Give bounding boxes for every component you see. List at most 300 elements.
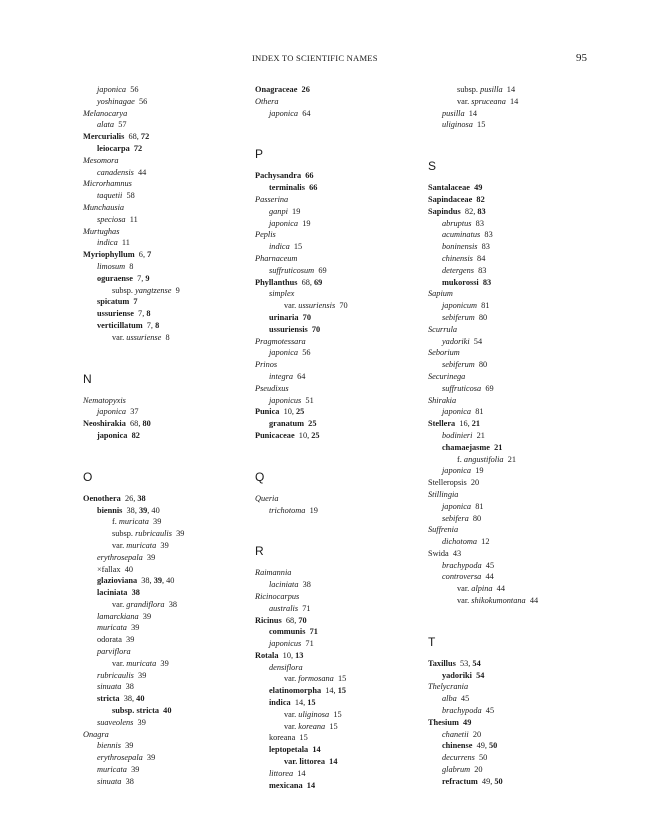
- entry-term: leptopetala: [269, 745, 309, 755]
- entry-page-ref: 15: [333, 674, 347, 684]
- entry-page-ref: 38: [137, 493, 146, 503]
- entry-page-ref: 50: [489, 741, 498, 751]
- index-subentry: [255, 697, 420, 709]
- index-entry: [428, 347, 628, 359]
- entry-term: glazioviana: [97, 576, 138, 586]
- entry-term: subsp. stricta: [112, 706, 160, 716]
- entry-page-ref: 11: [125, 214, 138, 224]
- entry-term: integra: [269, 371, 293, 381]
- index-subentry: [83, 646, 248, 658]
- entry-page-ref: 14: [505, 96, 519, 106]
- entry-page-ref: 39: [142, 552, 156, 562]
- entry-page-ref: 25: [304, 419, 317, 429]
- entry-term: suffruticosum: [269, 265, 315, 275]
- index-subentry: [83, 693, 248, 705]
- index-subentry: [255, 206, 420, 218]
- entry-page-ref: 80: [474, 360, 488, 370]
- index-subentry: [428, 119, 628, 131]
- entry-term: Melanocarya: [83, 108, 128, 118]
- entry-page-ref: 9: [171, 285, 180, 295]
- index-subentry: [428, 312, 628, 324]
- entry-term: glabrum: [442, 765, 471, 775]
- entry-page-ref: 6,: [134, 250, 148, 260]
- entry-page-ref: 72: [140, 132, 150, 142]
- index-subentry: [83, 296, 248, 308]
- entry-term: f.: [112, 517, 119, 527]
- entry-page-ref: 56: [298, 348, 311, 358]
- entry-term: decurrens: [442, 753, 475, 763]
- entry-term: muricata: [97, 765, 127, 775]
- entry-page-ref: 81: [471, 407, 484, 417]
- entry-page-ref: 39: [121, 635, 135, 645]
- page-number: 95: [576, 52, 587, 64]
- section-gap: [255, 119, 420, 146]
- entry-term: Shirakia: [428, 395, 457, 405]
- section-letter-heading: S: [428, 159, 437, 174]
- index-subentry: [83, 308, 248, 320]
- entry-term: sinuata: [97, 682, 122, 692]
- entry-page-ref: 44: [481, 572, 494, 582]
- entry-term: biennis: [97, 505, 123, 515]
- entry-page-ref: 14: [293, 768, 306, 778]
- entry-page-ref: 8: [146, 309, 151, 319]
- entry-page-ref: 70: [335, 301, 348, 311]
- entry-page-ref: 19: [471, 466, 484, 476]
- index-subentry: [428, 583, 628, 595]
- entry-page-ref: 84: [472, 253, 486, 263]
- entry-term: ganpi: [269, 206, 288, 216]
- entry-page-ref: 39: [133, 670, 147, 680]
- entry-term: biennis: [97, 741, 121, 751]
- index-subentry: [83, 237, 248, 249]
- entry-page-ref: 69: [314, 265, 327, 275]
- index-subentry: [255, 312, 420, 324]
- entry-term: koreana: [269, 733, 296, 743]
- index-entry: [428, 371, 628, 383]
- index-subentry: [83, 587, 248, 599]
- entry-page-ref: 50: [474, 753, 488, 763]
- index-subentry: [428, 359, 628, 371]
- index-subentry: [83, 634, 248, 646]
- entry-term: brachypoda: [442, 560, 482, 570]
- entry-page-ref: 45: [481, 706, 495, 716]
- index-subentry: [83, 528, 248, 540]
- entry-term: parviflora: [97, 647, 131, 657]
- entry-term: limosum: [97, 261, 126, 271]
- index-entry: [83, 108, 248, 120]
- entry-term: rubricaulis: [97, 670, 134, 680]
- entry-page-ref: 50: [494, 776, 503, 786]
- index-subentry: [83, 705, 248, 717]
- entry-page-ref: , 40: [162, 576, 175, 586]
- entry-term: lamarckiana: [97, 611, 139, 621]
- entry-term: chinensis: [442, 253, 473, 263]
- entry-page-ref: 83: [480, 230, 493, 240]
- index-subentry: [255, 626, 420, 638]
- entry-term: japonica: [269, 348, 299, 358]
- entry-page-ref: 8: [125, 261, 134, 271]
- index-entry: [83, 418, 248, 430]
- entry-page-ref: 49: [458, 717, 472, 727]
- index-subentry: [255, 732, 420, 744]
- index-subentry: [83, 564, 248, 576]
- index-subentry: [428, 300, 628, 312]
- index-entry: [255, 567, 420, 579]
- entry-page-ref: 8: [155, 320, 160, 330]
- entry-term: ussuriensis: [269, 324, 308, 334]
- index-subentry: [428, 430, 628, 442]
- entry-page-ref: 38: [298, 580, 311, 590]
- entry-term: Passerina: [255, 194, 289, 204]
- index-subentry: [428, 336, 628, 348]
- entry-page-ref: 7,: [133, 309, 147, 319]
- entry-term: littorea: [269, 768, 294, 778]
- entry-page-ref: 21: [471, 419, 481, 429]
- entry-page-ref: 51: [301, 395, 314, 405]
- entry-term: japonica: [442, 466, 472, 476]
- index-subentry: [83, 96, 248, 108]
- entry-term: indica: [269, 698, 291, 708]
- index-subentry: [428, 465, 628, 477]
- entry-page-ref: 14: [325, 757, 338, 767]
- index-subentry: [83, 776, 248, 788]
- index-entry: [428, 194, 628, 206]
- entry-term: Mercurialis: [83, 132, 125, 142]
- entry-page-ref: 38: [121, 776, 134, 786]
- index-subentry: [428, 501, 628, 513]
- entry-page-ref: 15: [325, 721, 338, 731]
- entry-page-ref: 39: [120, 741, 134, 751]
- entry-term: bodinieri: [442, 430, 473, 440]
- entry-term: spicatum: [97, 297, 130, 307]
- entry-page-ref: muricata: [118, 517, 149, 527]
- entry-page-ref: 66: [301, 171, 314, 181]
- entry-term: erythrosepala: [97, 552, 143, 562]
- entry-page-ref: 82: [472, 194, 485, 204]
- index-entry: [255, 84, 420, 96]
- index-subentry: [428, 740, 628, 752]
- entry-page-ref: 15: [295, 733, 308, 743]
- entry-term: japonica: [442, 407, 472, 417]
- index-subentry: [255, 505, 420, 517]
- entry-term: alata: [97, 120, 115, 130]
- entry-page-ref: 38,: [137, 576, 154, 586]
- index-subentry: [255, 721, 420, 733]
- index-entry: [428, 658, 628, 670]
- index-subentry: [255, 662, 420, 674]
- entry-page-ref: 38,: [122, 505, 139, 515]
- index-subentry: [83, 552, 248, 564]
- entry-page-ref: , 40: [147, 505, 160, 515]
- index-subentry: [428, 442, 628, 454]
- index-subentry: [428, 776, 628, 788]
- entry-term: japonicus: [269, 395, 302, 405]
- entry-term: Queria: [255, 493, 279, 503]
- entry-page-ref: 39: [156, 658, 169, 668]
- entry-term: mukorossi: [442, 277, 479, 287]
- index-subentry: [83, 119, 248, 131]
- entry-term: japonicus: [269, 639, 302, 649]
- entry-page-ref: uliginosa: [298, 709, 330, 719]
- entry-page-ref: 15: [472, 120, 486, 130]
- entry-page-ref: 21: [472, 430, 485, 440]
- entry-term: var.: [284, 674, 299, 684]
- entry-page-ref: 14: [502, 85, 516, 94]
- entry-term: Punica: [255, 407, 280, 417]
- entry-term: Myriophyllum: [83, 250, 135, 260]
- index-subentry: [428, 96, 628, 108]
- entry-term: var.: [112, 540, 127, 550]
- entry-page-ref: 25: [296, 407, 305, 417]
- entry-term: yadoriki: [442, 670, 472, 680]
- entry-page-ref: 68,: [297, 277, 315, 287]
- index-subentry: [83, 505, 248, 517]
- entry-term: Onagraceae: [255, 85, 298, 94]
- entry-page-ref: 70: [298, 312, 311, 322]
- index-subentry: [255, 288, 420, 300]
- entry-term: stricta: [97, 694, 120, 704]
- index-subentry: [428, 670, 628, 682]
- entry-term: Suffrenia: [428, 525, 459, 535]
- index-subentry: [428, 705, 628, 717]
- entry-term: alba: [442, 694, 457, 704]
- entry-page-ref: 40: [120, 564, 134, 574]
- index-subentry: [255, 780, 420, 792]
- index-entry: [428, 489, 628, 501]
- entry-term: japonica: [97, 85, 127, 94]
- entry-page-ref: 54: [469, 336, 483, 346]
- index-subentry: [83, 670, 248, 682]
- entry-term: Raimannia: [255, 568, 292, 578]
- index-subentry: [83, 516, 248, 528]
- entry-page-ref: pusilla: [480, 85, 503, 94]
- index-subentry: [255, 418, 420, 430]
- entry-term: Sapindaceae: [428, 194, 473, 204]
- index-subentry: [255, 241, 420, 253]
- index-subentry: [428, 277, 628, 289]
- entry-term: Munchausia: [83, 202, 125, 212]
- index-subentry: [428, 406, 628, 418]
- entry-page-ref: 83: [473, 265, 487, 275]
- entry-page-ref: 81: [471, 501, 484, 511]
- entry-page-ref: koreana: [298, 721, 326, 731]
- entry-term: Stellera: [428, 419, 456, 429]
- index-subentry: [428, 253, 628, 265]
- entry-page-ref: 68,: [124, 132, 141, 142]
- entry-page-ref: 44: [525, 596, 539, 606]
- entry-page-ref: 64: [292, 371, 306, 381]
- entry-term: Sapium: [428, 289, 453, 299]
- entry-term: var.: [284, 301, 299, 311]
- entry-page-ref: 20: [470, 765, 483, 775]
- entry-page-ref: 40: [136, 694, 145, 704]
- index-entry: [83, 249, 248, 261]
- entry-page-ref: 71: [305, 627, 318, 637]
- index-subentry: [428, 513, 628, 525]
- entry-page-ref: 9: [145, 273, 150, 283]
- entry-term: japonica: [97, 407, 127, 417]
- index-subentry: [428, 729, 628, 741]
- entry-page-ref: 40: [159, 706, 172, 716]
- entry-term: var.: [284, 721, 299, 731]
- entry-page-ref: 13: [295, 650, 304, 660]
- index-subentry: [83, 717, 248, 729]
- entry-page-ref: 72: [129, 143, 143, 153]
- section-letter-heading: Q: [255, 469, 265, 484]
- entry-term: controversa: [442, 572, 482, 582]
- index-subentry: [255, 218, 420, 230]
- entry-term: ×fallax: [97, 564, 121, 574]
- entry-term: Onagra: [83, 729, 109, 739]
- entry-page-ref: angustifolia: [463, 454, 504, 464]
- entry-page-ref: 10,: [279, 407, 297, 417]
- entry-page-ref: 15: [337, 686, 346, 696]
- section-gap: [255, 442, 420, 469]
- entry-page-ref: 69: [314, 277, 323, 287]
- entry-page-ref: 39: [148, 517, 162, 527]
- index-subentry: [428, 764, 628, 776]
- index-subentry: [83, 167, 248, 179]
- section-gap: [428, 131, 628, 158]
- index-subentry: [83, 430, 248, 442]
- entry-page-ref: 10,: [278, 650, 296, 660]
- entry-page-ref: 26,: [120, 493, 138, 503]
- entry-term: trichotoma: [269, 505, 306, 515]
- entry-term: var.: [112, 599, 127, 609]
- index-entry: [83, 493, 248, 505]
- entry-term: japonicum: [442, 301, 478, 311]
- entry-term: australis: [269, 603, 299, 613]
- entry-page-ref: 39: [142, 753, 156, 763]
- section-letter-heading: N: [83, 371, 92, 386]
- index-subentry: [255, 347, 420, 359]
- index-entry: [83, 226, 248, 238]
- entry-term: Seborium: [428, 348, 460, 358]
- entry-term: acuminatus: [442, 230, 481, 240]
- entry-page-ref: ussuriense: [126, 332, 162, 342]
- index-subentry: [83, 143, 248, 155]
- index-subentry: [428, 536, 628, 548]
- entry-page-ref: 66: [304, 183, 318, 193]
- index-entry: [255, 383, 420, 395]
- entry-term: leiocarpa: [97, 143, 130, 153]
- index-subentry: [83, 190, 248, 202]
- entry-page-ref: 45: [456, 694, 470, 704]
- entry-page-ref: 39: [133, 717, 146, 727]
- entry-term: Swida: [428, 548, 449, 558]
- index-subentry: [83, 320, 248, 332]
- entry-page-ref: 80: [468, 513, 482, 523]
- entry-term: subsp.: [112, 285, 136, 295]
- index-subentry: [428, 383, 628, 395]
- index-subentry: [428, 108, 628, 120]
- entry-term: sebiferum: [442, 312, 475, 322]
- index-entry: [255, 96, 420, 108]
- entry-term: japonica: [269, 108, 299, 118]
- entry-page-ref: 83: [478, 277, 492, 287]
- entry-term: Sapindus: [428, 206, 461, 216]
- index-entry: [83, 155, 248, 167]
- entry-page-ref: 44: [492, 584, 505, 594]
- entry-term: Phyllanthus: [255, 277, 298, 287]
- index-subentry: [83, 285, 248, 297]
- entry-page-ref: 14: [308, 745, 321, 755]
- index-entry: [428, 288, 628, 300]
- entry-term: Stelleropsis: [428, 478, 467, 488]
- section-gap: [255, 516, 420, 543]
- entry-page-ref: alpina: [471, 584, 493, 594]
- entry-term: chanetii: [442, 729, 469, 739]
- entry-page-ref: muricata: [126, 658, 157, 668]
- entry-page-ref: 54: [471, 670, 485, 680]
- entry-term: refractum: [442, 776, 478, 786]
- index-entry: [83, 178, 248, 190]
- entry-page-ref: 68,: [281, 615, 299, 625]
- entry-term: Pachysandra: [255, 171, 302, 181]
- entry-term: Punicaceae: [255, 430, 295, 440]
- index-subentry: [428, 218, 628, 230]
- index-column-2: [255, 84, 420, 791]
- entry-term: japonica: [97, 430, 128, 440]
- entry-page-ref: 7: [147, 250, 152, 260]
- entry-term: pusilla: [442, 108, 465, 118]
- entry-term: Oenothera: [83, 493, 121, 503]
- index-subentry: [428, 595, 628, 607]
- entry-term: chinense: [442, 741, 473, 751]
- entry-page-ref: 57: [114, 120, 127, 130]
- index-entry: [255, 194, 420, 206]
- entry-page-ref: 37: [126, 407, 139, 417]
- index-subentry: [83, 658, 248, 670]
- index-entry: [83, 202, 248, 214]
- index-entry: [428, 548, 628, 560]
- entry-term: var.: [457, 596, 472, 606]
- index-subentry: [83, 273, 248, 285]
- entry-term: var.: [457, 96, 472, 106]
- index-subentry: [255, 579, 420, 591]
- running-title: INDEX TO SCIENTIFIC NAMES: [252, 53, 378, 63]
- entry-page-ref: 39: [138, 611, 152, 621]
- index-subentry: [83, 622, 248, 634]
- index-entry: [428, 182, 628, 194]
- entry-term: elatinomorpha: [269, 686, 322, 696]
- entry-term: japonica: [442, 501, 472, 511]
- entry-page-ref: 64: [298, 108, 311, 118]
- entry-page-ref: 81: [477, 301, 490, 311]
- entry-term: communis: [269, 627, 306, 637]
- index-entry: [428, 395, 628, 407]
- entry-term: sebiferum: [442, 360, 475, 370]
- index-subentry: [428, 752, 628, 764]
- entry-term: dichotoma: [442, 537, 478, 547]
- entry-page-ref: 83: [477, 206, 486, 216]
- entry-page-ref: 49,: [477, 776, 495, 786]
- entry-term: Thesium: [428, 717, 459, 727]
- index-subentry: [255, 300, 420, 312]
- entry-page-ref: 39: [126, 623, 140, 633]
- index-subentry: [83, 681, 248, 693]
- entry-term: terminalis: [269, 183, 305, 193]
- index-subentry: [428, 84, 628, 96]
- entry-term: subsp.: [112, 529, 136, 539]
- entry-page-ref: 39: [171, 529, 185, 539]
- page-header: [0, 53, 652, 67]
- entry-term: Peplis: [255, 230, 276, 240]
- entry-page-ref: 49,: [472, 741, 490, 751]
- entry-term: Neoshirakia: [83, 419, 126, 429]
- entry-page-ref: 71: [298, 603, 311, 613]
- entry-page-ref: 53,: [455, 658, 473, 668]
